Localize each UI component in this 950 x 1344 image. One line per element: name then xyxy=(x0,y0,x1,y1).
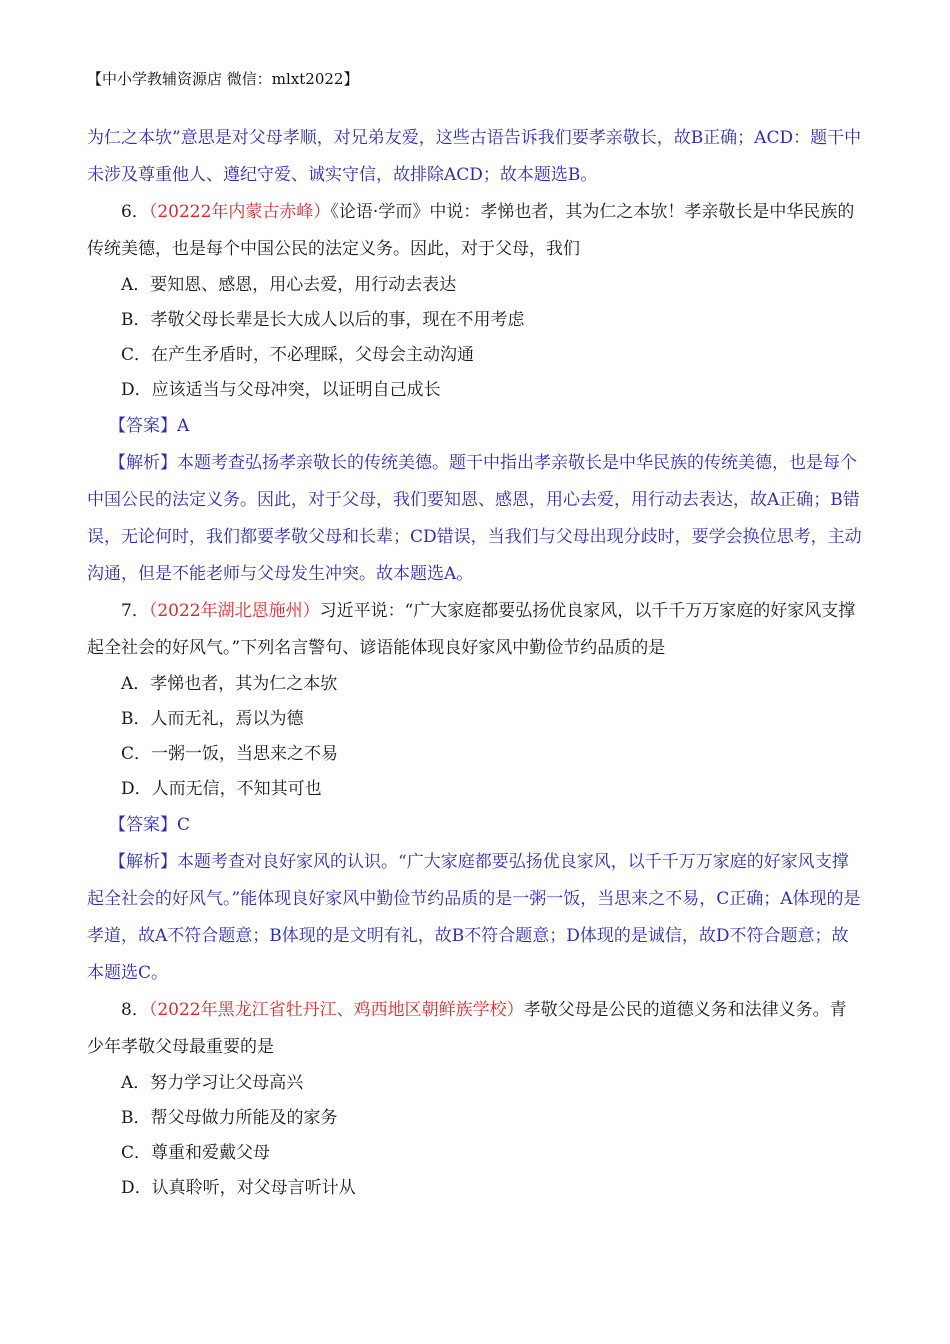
question-text: 《论语·学而》中说：孝悌也者，其为仁之本欤！孝亲敬长是中华民族的传统美德，也是每个中国公民的法定义务。因此，对于父母，我们 xyxy=(87,202,855,259)
question-source: （2022年黑龙江省牡丹江、鸡西地区朝鲜族学校） xyxy=(148,1000,524,1020)
answer-value: C xyxy=(177,815,191,835)
question-7-answer xyxy=(87,807,863,844)
question-7-analysis xyxy=(87,844,863,992)
question-8-option-d: D．认真聆听，对父母言听计从 xyxy=(121,1178,356,1198)
question-6-stem xyxy=(87,194,863,268)
question-6-answer xyxy=(87,408,863,445)
answer-value: A xyxy=(177,416,190,436)
question-6-option-d: D．应该适当与父母冲突，以证明自己成长 xyxy=(121,380,441,400)
question-source: （2022年湖北恩施州） xyxy=(148,601,320,621)
question-number: 7． xyxy=(121,601,149,621)
question-source: （20222年内蒙古赤峰） xyxy=(148,202,331,222)
question-text: 孝敬父母是公民的道德义务和法律义务。青少年孝敬父母最重要的是 xyxy=(87,1000,847,1057)
answer-label: 【答案】 xyxy=(109,416,177,436)
analysis-text: 本题考查对良好家风的认识。“广大家庭都要弘扬优良家风，以千千万万家庭的好家风支撑起全社会的好风气。”能体现良好家风中勤俭节约品质的是一粥一饭，当思来之不易，C正确；A体现的是孝道，故A不符合题意；B体现的是文明有礼，故B不符合题意；D体现的是诚信，故D不符合题意；故本题选C。 xyxy=(87,852,861,983)
analysis-label: 【解析】 xyxy=(109,453,177,473)
question-8-option-a: A．努力学习让父母高兴 xyxy=(121,1073,304,1093)
question-6-option-a: A．要知恩、感恩，用心去爱，用行动去表达 xyxy=(121,275,457,295)
previous-analysis-continuation: 为仁之本欤”意思是对父母孝顺，对兄弟友爱，这些古语告诉我们要孝亲敬长，故B正确；ACD：题干中未涉及尊重他人、遵纪守爱、诚实守信，故排除ACD；故本题选B。 xyxy=(87,128,862,185)
question-text: 习近平说：“广大家庭都要弘扬优良家风，以千千万万家庭的好家风支撑起全社会的好风气。”下列名言警句、谚语能体现良好家风中勤俭节约品质的是 xyxy=(87,601,856,658)
question-6-option-b: B．孝敬父母长辈是长大成人以后的事，现在不用考虑 xyxy=(121,310,525,330)
question-8-option-b: B．帮父母做力所能及的家务 xyxy=(121,1108,338,1128)
question-7-option-d: D．人而无信，不知其可也 xyxy=(121,779,322,799)
question-number: 8． xyxy=(121,1000,149,1020)
question-8-stem xyxy=(87,992,863,1066)
page-content xyxy=(87,120,863,1206)
question-number: 6． xyxy=(121,202,149,222)
question-6-analysis xyxy=(87,445,863,593)
page-header: 【中小学教辅资源店 微信：mlxt2022】 xyxy=(87,70,359,88)
question-7-option-c: C．一粥一饭，当思来之不易 xyxy=(121,744,339,764)
answer-label: 【答案】 xyxy=(109,815,177,835)
question-7-stem xyxy=(87,593,863,667)
analysis-text: 本题考查弘扬孝亲敬长的传统美德。题干中指出孝亲敬长是中华民族的传统美德，也是每个中国公民的法定义务。因此，对于父母，我们要知恩、感恩，用心去爱，用行动去表达，故A正确；B错误，无论何时，我们都要孝敬父母和长辈；CD错误，当我们与父母出现分歧时，要学会换位思考，主动沟通，但是不能老师与父母发生冲突。故本题选A。 xyxy=(87,453,862,584)
analysis-label: 【解析】 xyxy=(109,852,177,872)
question-7-option-a: A．孝悌也者，其为仁之本欤 xyxy=(121,674,338,694)
question-7-option-b: B．人而无礼，焉以为德 xyxy=(121,709,304,729)
question-8-option-c: C．尊重和爱戴父母 xyxy=(121,1143,271,1163)
question-6-option-c: C．在产生矛盾时，不必理睬，父母会主动沟通 xyxy=(121,345,475,365)
